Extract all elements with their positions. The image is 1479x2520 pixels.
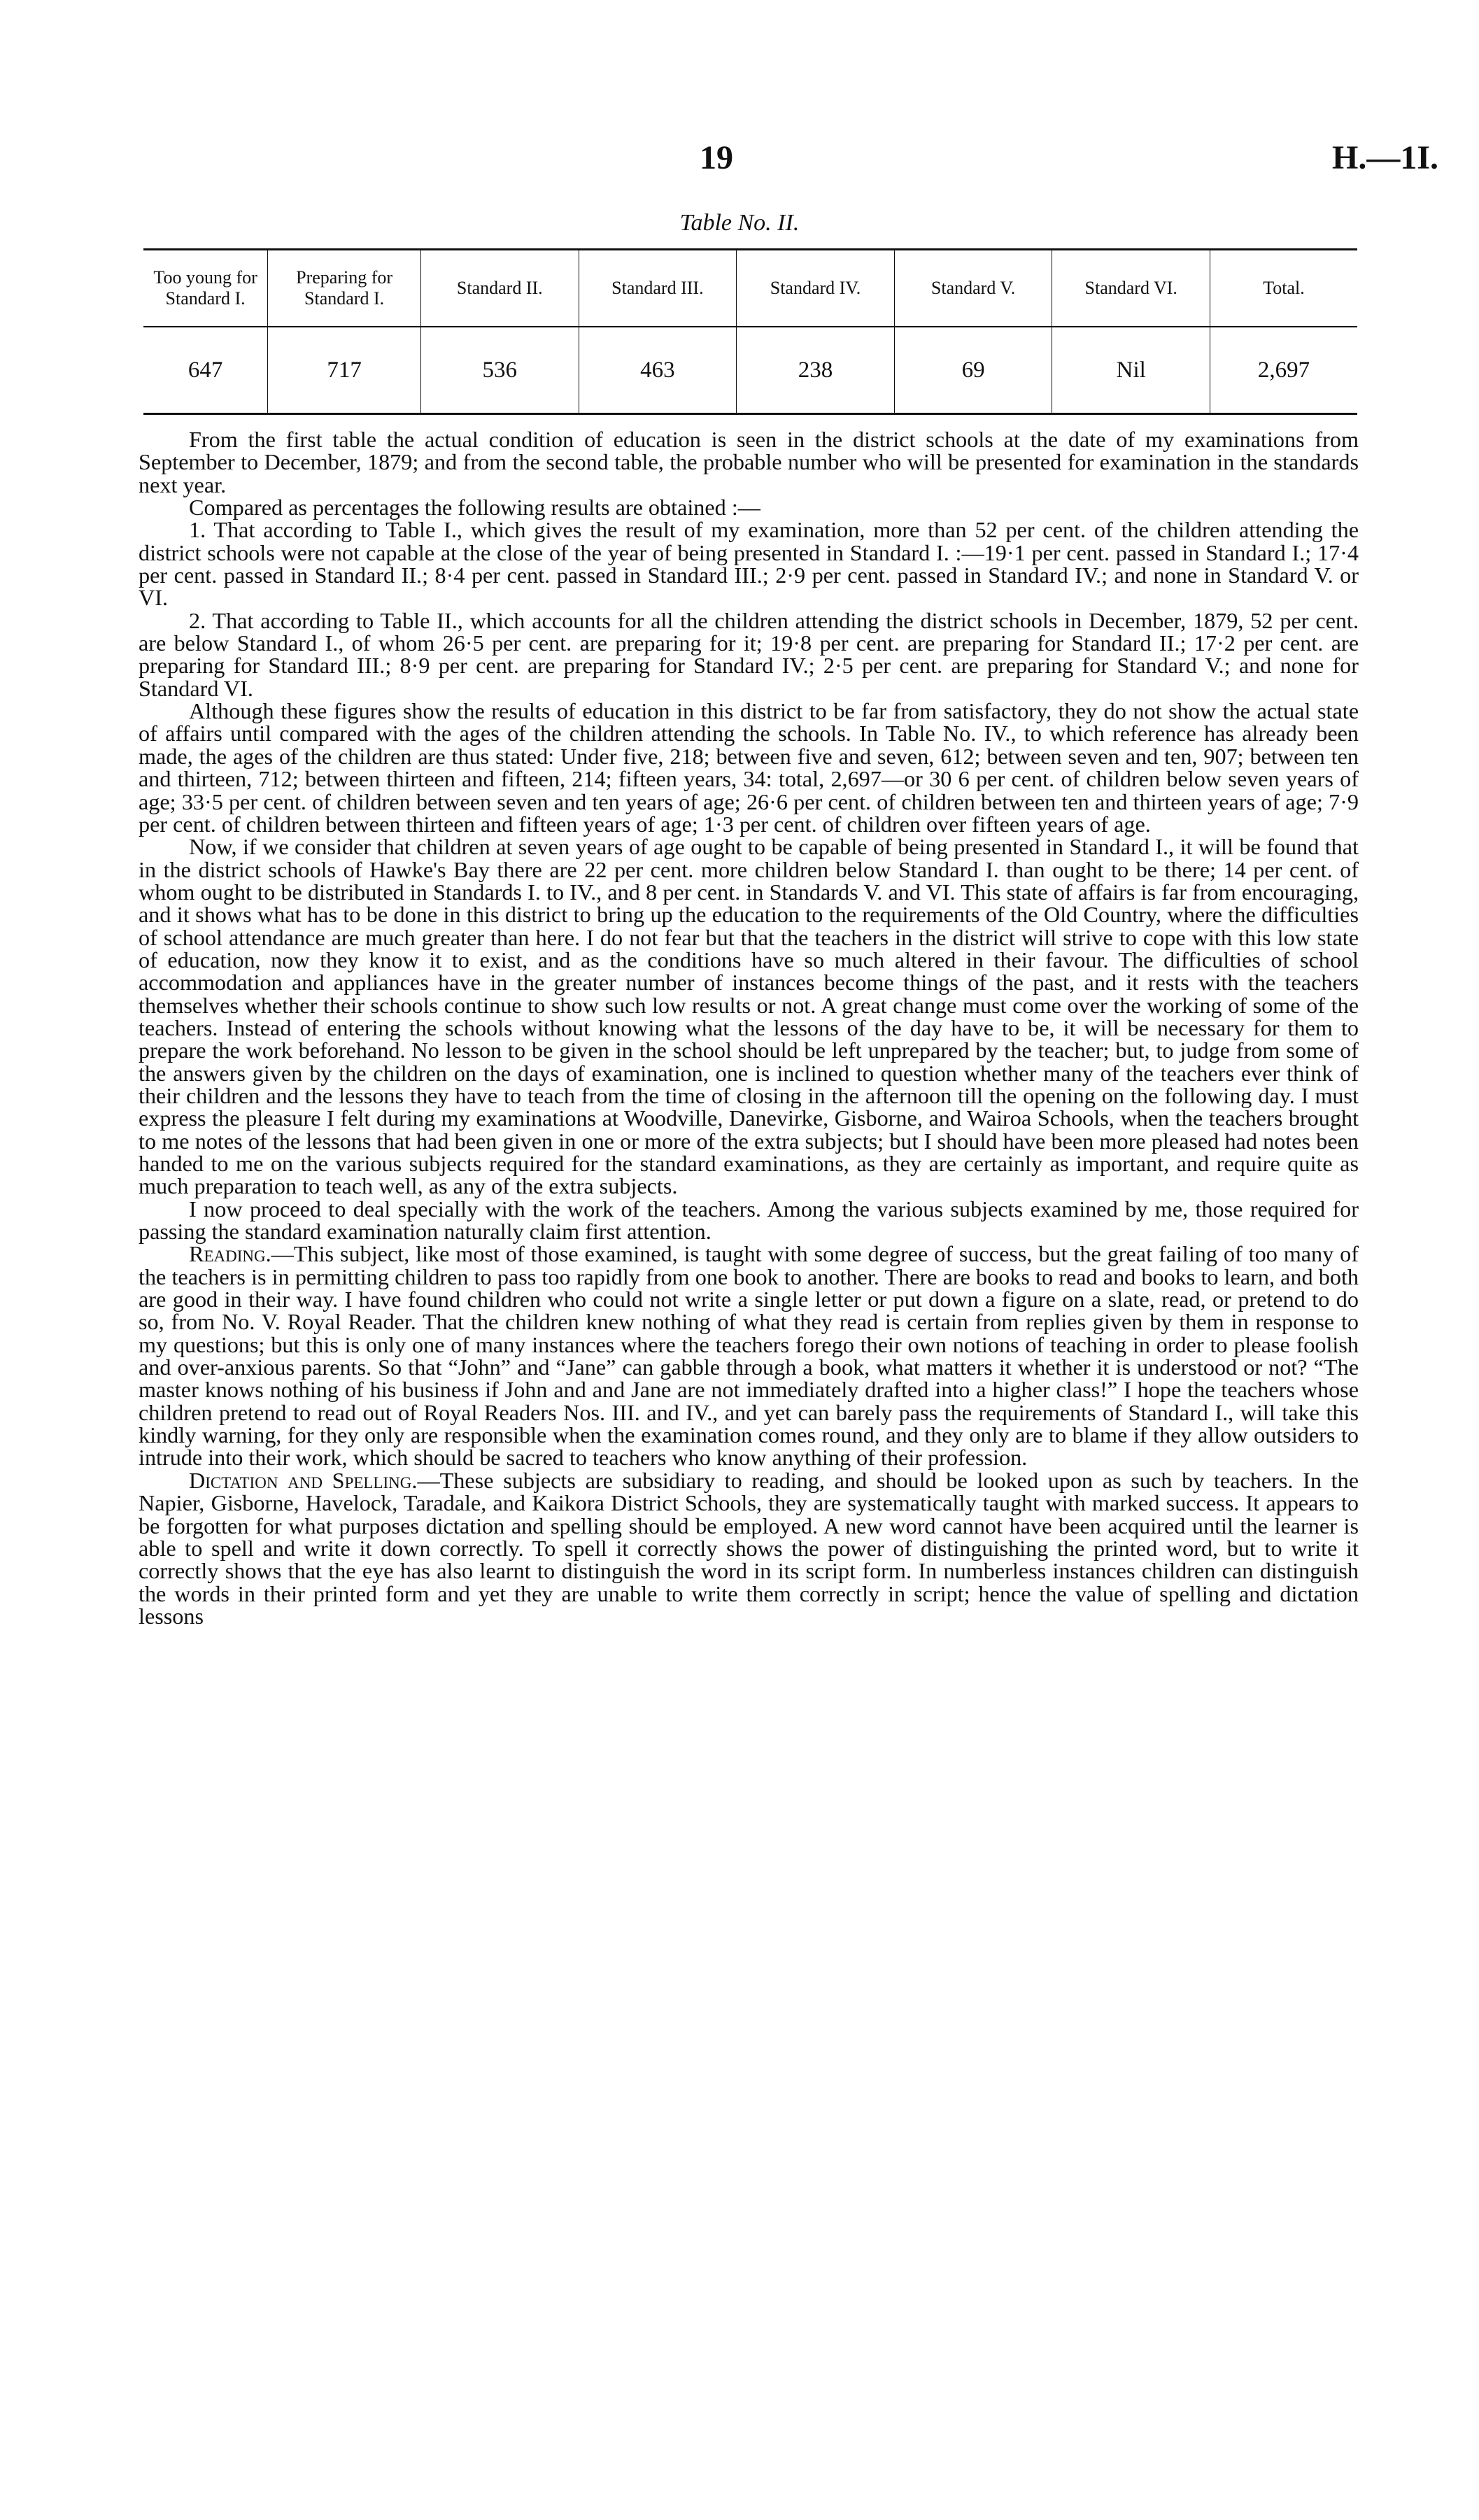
page-number: 19 — [700, 139, 733, 176]
paragraph: Although these figures show the results of education in this district to be far from satisfactory, they do not show the actual state of affairs until compared with the ages of the children attending the schools. In Table No. IV., to which reference has already been made, the ages of the children are thus stated: Under five, 218; between five and seven, 612; between seven and ten, 907; between ten and thirteen, 712; between thirteen and fifteen, 214; fifteen years, 34: total, 2,697—or 30 6 per cent. of children below seven years of age; 33·5 per cent. of children between seven and ten years of age; 26·6 per cent. of children between ten and thirteen years of age; 7·9 per cent. of children between thirteen and fifteen years of age; 1·3 per cent. of children over fifteen years of age. — [139, 698, 1359, 837]
paragraph-dictation — [139, 1469, 1359, 1627]
table-cell: 536 — [420, 327, 579, 414]
column-header: Standard II. — [420, 250, 579, 327]
table-header-row — [143, 250, 1357, 327]
column-header: Standard IV. — [737, 250, 895, 327]
table-cell: 2,697 — [1210, 327, 1357, 414]
section-heading-reading: Reading. — [189, 1241, 271, 1267]
paragraph: Compared as percentages the following results are obtained :— — [189, 495, 760, 521]
column-header: Total. — [1210, 250, 1357, 327]
table-row — [143, 327, 1357, 414]
paragraph-text: —This subject, like most of those examined, is taught with some degree of success, but the great failing of too many of the teachers is in permitting children to pass too rapidly from one book to another. There are books to read and books to learn, and both are good in their way. I have found children who could not write a single letter or put down a figure on a slate, read, or pretend to do so, from No. V. Royal Reader. That the children knew nothing of what they read is certain from replies given by them in response to my questions; but this is only one of many instances where the teachers forego their own notions of teaching in order to please foolish and over-anxious parents. So that “John” and “Jane” can gabble through a book, what matters it whether it is understood or not? “The master knows nothing of his business if John and and Jane are not immediately drafted into a higher class!” I hope the teachers whose children pretend to read out of Royal Readers Nos. III. and IV., and yet can barely pass the requirements of Standard I., will take this kindly warning, for they only are responsible when the examination comes round, and they only are to blame if they allow outsiders to intrude into their work, which should be sacred to teachers who know anything of their profession. — [139, 1241, 1359, 1471]
paragraph: Now, if we consider that children at seven years of age ought to be capable of being presented in Standard I., it will be found that in the district schools of Hawke's Bay there are 22 per cent. more children below Standard I. than ought to be there; 14 per cent. of whom ought to be distributed in Standards I. to IV., and 8 per cent. in Standards V. and VI. This state of affairs is far from encouraging, and it shows what has to be done in this district to bring up the education to the requirements of the Old Country, where the difficulties of school attendance are much greater than here. I do not fear but that the teachers in the district will strive to cope with this low state of education, now they know it to exist, and as the conditions have so much altered in their favour. The difficulties of school accommodation and appliances have in the greater number of instances become things of the past, and it rests with the teachers themselves whether their schools continue to show such low results or not. A great change must come over the working of some of the teachers. Instead of entering the schools without knowing what the lessons of the day have to be, it will be necessary for them to prepare the work beforehand. No lesson to be given in the school should be left unprepared by the teacher; but, to judge from some of the answers given by the children on the days of examination, one is inclined to question whether many of the teachers ever think of their children and the lessons they have to teach from the time of closing in the afternoon till the opening on the following day. I must express the pleasure I felt during my examinations at Woodville, Danevirke, Gisborne, and Wairoa Schools, when the teachers brought to me notes of the lessons that had been given in one or more of the extra subjects; but I should have been more pleased had notes been handed to me on the various subjects required for the standard examinations, as they are certainly as important, and require quite as much preparation to teach well, as any of the extra subjects. — [139, 834, 1359, 1199]
table-title: Table No. II. — [679, 210, 800, 236]
paragraph: From the first table the actual condition of education is seen in the district schools at the date of my examinations from September to December, 1879; and from the second table, the probable number who will be presented for examination in the standards next year. — [139, 427, 1359, 497]
column-header: Standard VI. — [1052, 250, 1210, 327]
table-cell: 238 — [737, 327, 895, 414]
paragraph-text: —These subjects are subsidiary to reading, and should be looked upon as such by teachers. In the Napier, Gisborne, Havelock, Taradale, and Kaikora District Schools, they are systematically taught with marked success. It appears to be forgotten for what purposes dictation and spelling should be employed. A new word cannot have been acquired until the learner is able to spell and write it down correctly. To spell it correctly shows the power of distinguishing the printed word, but to write it correctly shows that the eye has also learnt to distinguish the word in its script form. In numberless instances children can distinguish the words in their printed form and yet they are unable to write them correctly in script; hence the value of spelling and dictation lessons — [139, 1467, 1359, 1629]
table-cell: 463 — [579, 327, 737, 414]
column-header: Too young for Standard I. — [153, 267, 257, 309]
column-header: Standard V. — [894, 250, 1052, 327]
table-cell: 647 — [187, 357, 223, 383]
table-cell: 717 — [268, 327, 421, 414]
paragraph: 1. That according to Table I., which gives the result of my examination, more than 52 per cent. of the children attending the district schools were not capable at the close of the year of being presented in Standard I. :—19·1 per cent. passed in Standard I.; 17·4 per cent. passed in Standard II.; 8·4 per cent. passed in Standard III.; 2·9 per cent. passed in Standard IV.; and none in Standard V. or VI. — [139, 517, 1359, 611]
paragraph-reading — [139, 1241, 1359, 1471]
body-text — [139, 428, 1359, 1627]
table-cell: 69 — [894, 327, 1052, 414]
paragraph: I now proceed to deal specially with the work of the teachers. Among the various subjects examined by me, those required for passing the standard examination naturally claim first attention. — [139, 1196, 1359, 1245]
paragraph: 2. That according to Table II., which accounts for all the children attending the district schools in December, 1879, 52 per cent. are below Standard I., of whom 26·5 per cent. are preparing for it; 19·8 per cent. are preparing for Standard II.; 17·2 per cent. are preparing for Standard III.; 8·9 per cent. are preparing for Standard IV.; 2·5 per cent. are preparing for Standard V.; and none for Standard VI. — [139, 607, 1359, 701]
section-heading-dictation: Dictation and Spelling. — [189, 1467, 418, 1493]
column-header: Standard III. — [579, 250, 737, 327]
column-header: Preparing for Standard I. — [268, 250, 421, 327]
document-reference: H.—1I. — [1331, 139, 1438, 176]
table-cell: Nil — [1052, 327, 1210, 414]
standards-table — [143, 248, 1357, 415]
